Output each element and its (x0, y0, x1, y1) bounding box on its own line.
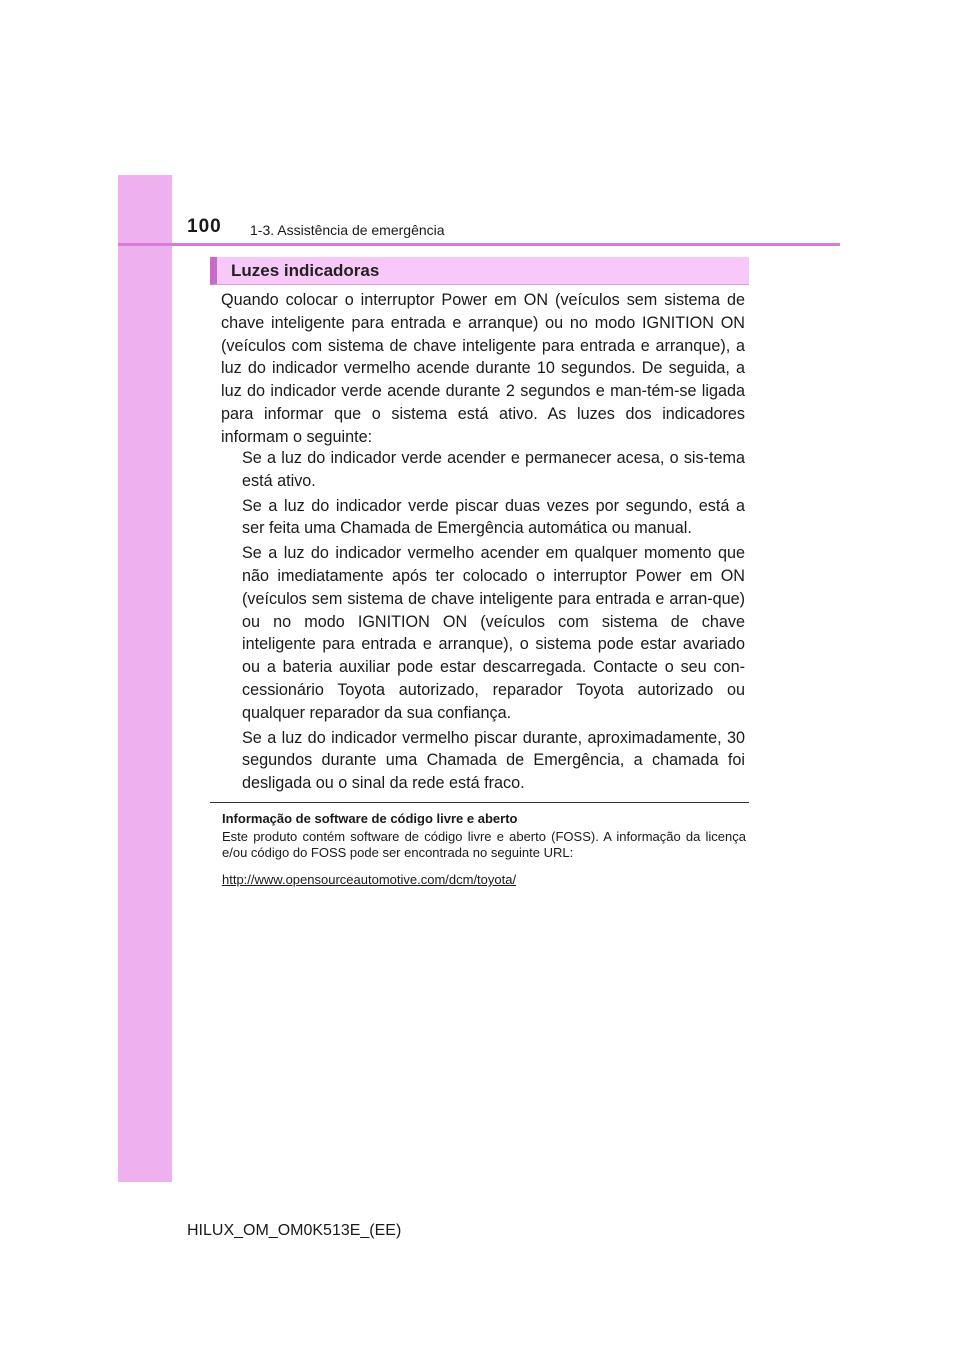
side-tab-band (118, 175, 172, 1182)
intro-paragraph: Quando colocar o interruptor Power em ON (veículos sem sistema de chave inteligente para entrada e arranque) ou no modo IGNITION ON (veículos com sistema de chave inteligente para entrada e arranque), a luz do indicador vermelho acende durante 10 segundos. De seguida, a luz do indicador verde acende durante 2 segundos e man-tém-se ligada para informar que o sistema está ativo. As luzes dos indicadores informam o seguinte: (221, 291, 745, 446)
document-code: HILUX_OM_OM0K513E_(EE) (187, 1222, 402, 1239)
foss-url-link[interactable]: http://www.opensourceautomotive.com/dcm/toyota/ (222, 872, 517, 887)
note-divider (210, 802, 749, 803)
list-item: Se a luz do indicador vermelho piscar durante, aproximadamente, 30 segundos durante uma Chamada de Emergência, a chamada foi desligada ou o sinal da rede está fraco. (242, 728, 745, 793)
page-number: 100 (187, 216, 222, 237)
section-heading-bar (210, 257, 749, 285)
chapter-title: 1-3. Assistência de emergência (250, 222, 445, 238)
list-item: Se a luz do indicador verde acender e permanecer acesa, o sis-tema está ativo. (242, 449, 745, 490)
note-body: Este produto contém software de código livre e aberto (FOSS). A informação da licença e/ou código do FOSS pode ser encontrada no seguinte URL: (222, 829, 746, 860)
list-item: Se a luz do indicador vermelho acender em qualquer momento que não imediatamente após ter colocado o interruptor Power em ON (veículos sem sistema de chave inteligente para entrada e arran-que) ou no modo IGNITION ON (veículos com sistema de chave inteligente para entrada e arranque), o sistema pode estar avariado ou a bateria auxiliar pode estar descarregada. Contacte o seu con-cessionário Toyota autorizado, reparador Toyota autorizado ou qualquer reparador da sua confiança. (242, 544, 745, 722)
header-rule (118, 243, 840, 246)
list-item: Se a luz do indicador verde piscar duas vezes por segundo, está a ser feita uma Chamada de Emergência automática ou manual. (242, 496, 745, 538)
section-title: Luzes indicadoras (231, 261, 380, 280)
indicator-list (242, 447, 745, 797)
note-title: Informação de software de código livre e aberto (222, 811, 518, 826)
